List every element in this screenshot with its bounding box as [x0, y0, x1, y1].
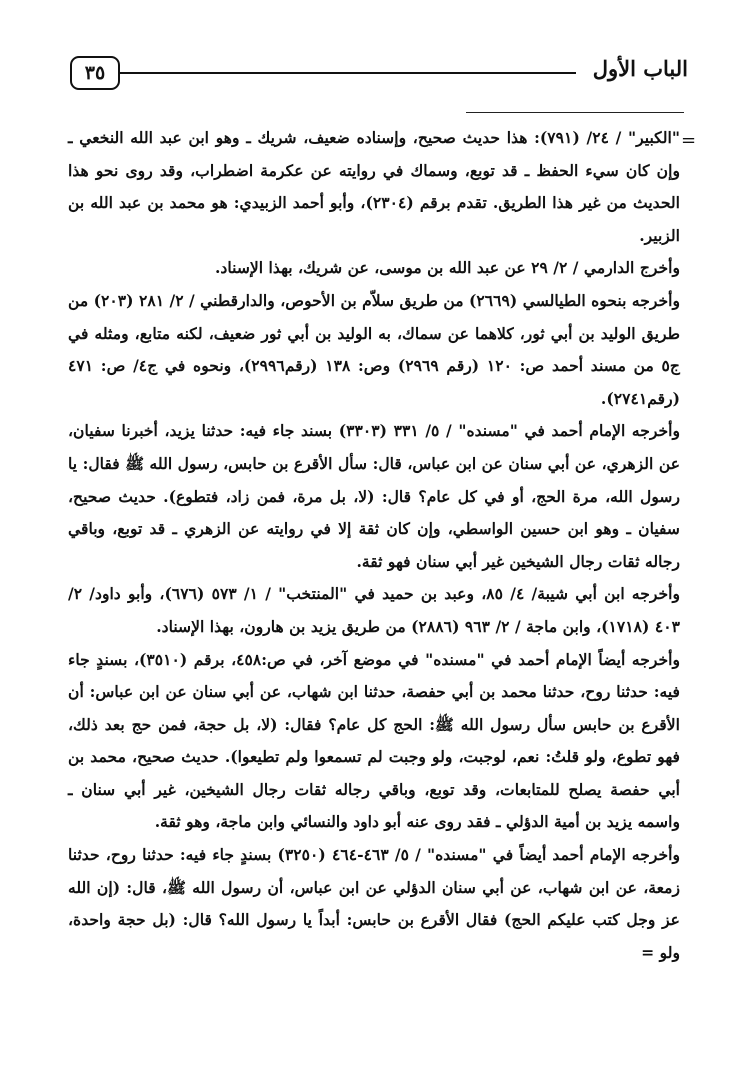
paragraph: وأخرجه ابن أبي شيبة/ ٤/ ٨٥، وعبد بن حميد في "المنتخب" / ١/ ٥٧٣ (٦٧٦)، وأبو داود/ ٢/ ٤٠٣ (١٧١٨)، وابن ماجة / ٢/ ٩٦٣ (٢٨٨٦) من طريق يزيد بن هارون، بهذا الإسناد. — [68, 584, 681, 636]
paragraph: "الكبير" / ٢٤/ (٧٩١): هذا حديث صحيح، وإسناده ضعيف، شريك ـ وهو ابن عبد الله النخعي ـ وإن كان سيء الحفظ ـ قد توبع، وسماك في روايته عن عكرمة اضطراب، وقد روى نحو هذا الحديث من غير هذا الطريق. تقدم برقم (٢٣٠٤)، وأبو أحمد الزبيدي: هو محمد بن عبد الله بن الزبير. — [68, 128, 680, 245]
page-header — [62, 52, 688, 96]
paragraph: وأخرجه الإمام أحمد في "مسنده" / ٥/ ٣٣١ (٣٣٠٣) بسند جاء فيه: حدثنا يزيد، أخبرنا سفيان، عن الزهري، عن أبي سنان عن ابن عباس، قال: سأل الأقرع بن حابس، رسول الله ﷺ فقال: يا رسول الله، مرة الحج، أو في كل عام؟ قال: (لا، بل مرة، فمن زاد، فتطوع). حديث صحيح، سفيان ـ وهو ابن حسين الواسطي، وإن كان ثقة إلا في روايته عن الزهري ـ قد توبع، وباقي رجاله ثقات رجال الشيخين غير أبي سنان فهو ثقة. — [68, 421, 681, 571]
chapter-title: الباب الأول — [592, 56, 688, 81]
page-number: ٣٥ — [84, 62, 106, 84]
page-number-box — [70, 56, 120, 90]
paragraph: وأخرج الدارمي / ٢/ ٢٩ عن عبد الله بن موسى، عن شريك، بهذا الإسناد. — [215, 258, 680, 278]
paragraph: وأخرجه أيضاً الإمام أحمد في "مسنده" في موضع آخر، في ص:٤٥٨، برقم (٣٥١٠)، بسندٍ جاء فيه: حدثنا روح، حدثنا محمد بن أبي حفصة، حدثنا ابن شهاب، عن أبي سنان عن ابن عباس: أن الأقرع بن حابس سأل رسول الله ﷺ: الحج كل عام؟ فقال: (لا، بل حجة، فمن حج بعد ذلك، فهو تطوع، ولو قلتُ: نعم، لوجبت، ولو وجبت لم تسمعوا ولم تطيعوا). حديث صحيح، محمد بن أبي حفصة يصلح للمتابعات، وقد توبع، وباقي رجاله ثقات رجال الشيخين، غير أبي سنان ـ واسمه يزيد بن أمية الدؤلي ـ فقد روى عنه أبو داود والنسائي وابن ماجة، وهو ثقة. — [68, 649, 681, 832]
continuation-mark: = — [681, 130, 697, 151]
footnote-body — [68, 122, 680, 969]
footnote-separator — [466, 112, 684, 113]
header-rule — [118, 72, 576, 74]
paragraph: وأخرجه بنحوه الطيالسي (٢٦٦٩) من طريق سلاّم بن الأحوص، والدارقطني / ٢/ ٢٨١ (٢٠٣) من طريق الوليد بن أبي ثور، كلاهما عن سماك، به الوليد بن أبي ثور ضعيف، لكنه متابع، ومثله في ج٥ من مسند أحمد ص: ١٢٠ (رقم ٢٩٦٩) وص: ١٣٨ (رقم٢٩٩٦)، ونحوه في ج٤/ ص: ٤٧١ (رقم٢٧٤١). — [67, 290, 680, 408]
paragraph: وأخرجه الإمام أحمد أيضاً في "مسنده" / ٥/ ٤٦٣-٤٦٤ (٣٢٥٠) بسندٍ جاء فيه: حدثنا روح، حدثنا زمعة، عن ابن شهاب، عن أبي سنان الدؤلي عن ابن عباس، أن رسول الله ﷺ، قال: (إن الله عز وجل كتب عليكم الحج) فقال الأقرع بن حابس: أبداً يا رسول الله؟ قال: (بل حجة واحدة، ولو = — [68, 845, 681, 962]
